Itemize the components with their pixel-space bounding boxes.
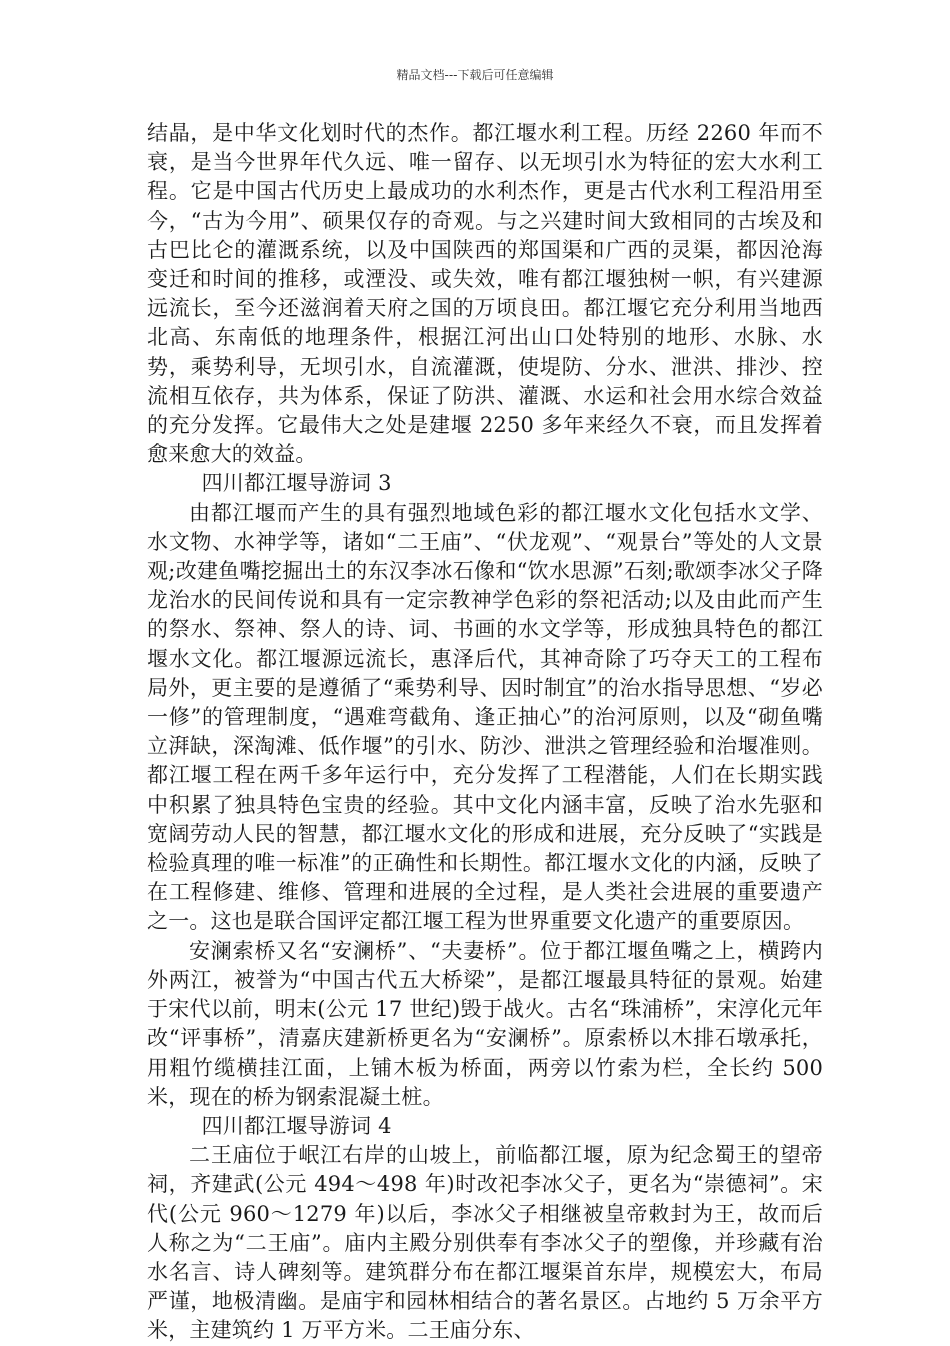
document-body [147,119,823,1346]
section-heading-3: 四川都江堰导游词 3 [201,471,392,496]
page-header: 精品文档---下载后可任意编辑 [396,68,554,82]
paragraph-continuation: 结晶，是中华文化划时代的杰作。都江堰水利工程。历经 2260 年而不衰，是当今世界年代久远、唯一留存、以无坝引水为特征的宏大水利工程。它是中国古代历史上最成功的水利杰作，更是古代水利工程沿用至今，“古为今用”、硕果仅存的奇观。与之兴建时间大致相同的古埃及和古巴比仑的灌溉系统，以及中国陕西的郑国渠和广西的灵渠，都因沧海变迁和时间的推移，或湮没、或失效，唯有都江堰独树一帜，有兴建源远流长，至今还滋润着天府之国的万顷良田。都江堰它充分利用当地西北高、东南低的地理条件，根据江河出山口处特别的地形、水脉、水势，乘势利导，无坝引水，自流灌溉，使堤防、分水、泄洪、排沙、控流相互依存，共为体系，保证了防洪、灌溉、水运和社会用水综合效益的充分发挥。它最伟大之处是建堰 2250 多年来经久不衰，而且发挥着愈来愈大的效益。 [147,121,823,467]
paragraph-water-culture: 由都江堰而产生的具有强烈地域色彩的都江堰水文化包括水文学、水文物、水神学等，诸如“二王庙”、“伏龙观”、“观景台”等处的人文景观;改建鱼嘴挖掘出土的东汉李冰石像和“饮水思源”石刻;歌颂李冰父子降龙治水的民间传说和具有一定宗教神学色彩的祭祀活动;以及由此而产生的祭水、祭神、祭人的诗、词、书画的水文学等，形成独具特色的都江堰水文化。都江堰源远流长，惠泽后代，其神奇除了巧夺天工的工程布局外，更主要的是遵循了“乘势利导、因时制宜”的治水指导思想、“岁必一修”的管理制度，“遇难弯截角、逢正抽心”的治河原则，以及“砌鱼嘴立湃缺，深淘滩、低作堰”的引水、防沙、泄洪之管理经验和治堰准则。都江堰工程在两千多年运行中，充分发挥了工程潜能，人们在长期实践中积累了独具特色宝贵的经验。其中文化内涵丰富，反映了治水先驱和宽阔劳动人民的智慧，都江堰水文化的形成和进展，充分反映了“实践是检验真理的唯一标准”的正确性和长期性。都江堰水文化的内涵，反映了在工程修建、维修、管理和进展的全过程，是人类社会进展的重要遗产之一。这也是联合国评定都江堰工程为世界重要文化遗产的重要原因。 [147,500,823,934]
paragraph-erwang-temple: 二王庙位于岷江右岸的山坡上，前临都江堰，原为纪念蜀王的望帝祠，齐建武(公元 494～498 年)时改祀李冰父子，更名为“崇德祠”。宋代(公元 960～1279 年)以后，李冰父子相继被皇帝敕封为王，故而后人称之为“二王庙”。庙内主殿分别供奉有李冰父子的塑像，并珍藏有治水名言、诗人碑刻等。建筑群分布在都江堰渠首东岸，规模宏大，布局严谨，地极清幽。是庙宇和园林相结合的著名景区。占地约 5 万余平方米，主建筑约 1 万平方米。二王庙分东、 [147,1143,823,1343]
paragraph-anlan-bridge: 安澜索桥又名“安澜桥”、“夫妻桥”。位于都江堰鱼嘴之上，横跨内外两江，被誉为“中国古代五大桥梁”，是都江堰最具特征的景观。始建于宋代以前，明末(公元 17 世纪)毁于战火。古名“珠浦桥”，宋淳化元年改“评事桥”，清嘉庆建新桥更名为“安澜桥”。原索桥以木排石墩承托，用粗竹缆横挂江面，上铺木板为桥面，两旁以竹索为栏，全长约 500 米，现在的桥为钢索混凝土桩。 [147,938,823,1109]
section-heading-4: 四川都江堰导游词 4 [201,1113,392,1138]
